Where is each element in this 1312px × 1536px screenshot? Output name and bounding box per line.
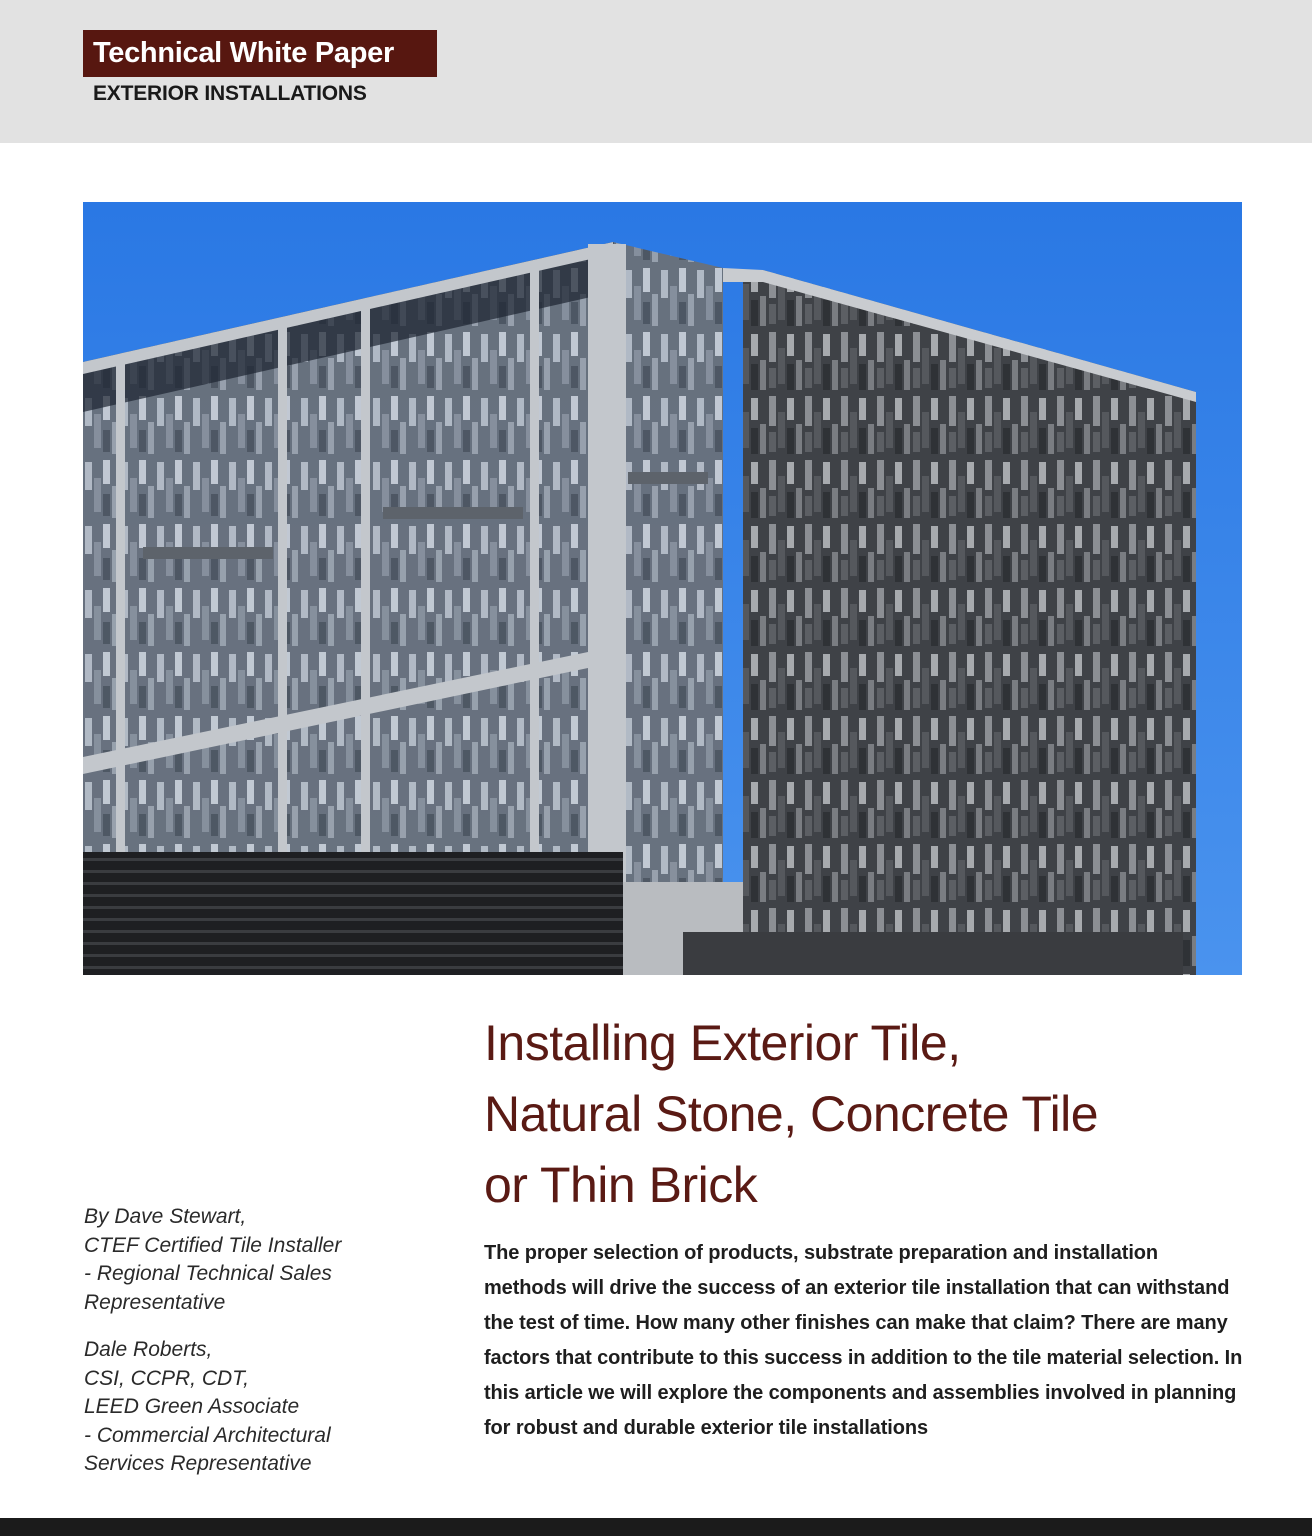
title-line: Natural Stone, Concrete Tile — [484, 1086, 1099, 1142]
author-line: Dale Roberts, — [84, 1338, 213, 1361]
author-credits — [84, 1203, 404, 1498]
author-line: Services Representative — [84, 1452, 312, 1475]
article-title — [484, 1008, 1244, 1221]
author-line: - Regional Technical Sales — [84, 1262, 332, 1285]
article-intro: The proper selection of products, substrate preparation and installation methods will drive the success of an exterior tile installation that can withstand the test of time. How many other finishes can make that claim? There are many factors that contribute to this success in addition to the tile material selection. In this article we will explore the components and assemblies involved in planning for robust and durable exterior tile installations — [484, 1242, 1243, 1439]
author-block — [84, 1203, 404, 1317]
title-line: Installing Exterior Tile, — [484, 1015, 961, 1071]
document-category: EXTERIOR INSTALLATIONS — [93, 82, 367, 105]
author-line: CSI, CCPR, CDT, — [84, 1366, 249, 1390]
author-line: CTEF Certified Tile Installer — [84, 1233, 342, 1257]
title-line: or Thin Brick — [484, 1157, 758, 1213]
author-line: LEED Green Associate — [84, 1395, 300, 1418]
author-line: - Commercial Architectural — [84, 1423, 331, 1447]
author-line: By Dave Stewart, — [84, 1205, 247, 1228]
building-facade-photo — [83, 202, 1242, 975]
author-block — [84, 1336, 404, 1479]
footer-bar — [0, 1518, 1312, 1536]
hero-photo — [83, 202, 1242, 975]
document-type-badge: Technical White Paper — [83, 30, 437, 77]
author-line: Representative — [84, 1290, 226, 1314]
